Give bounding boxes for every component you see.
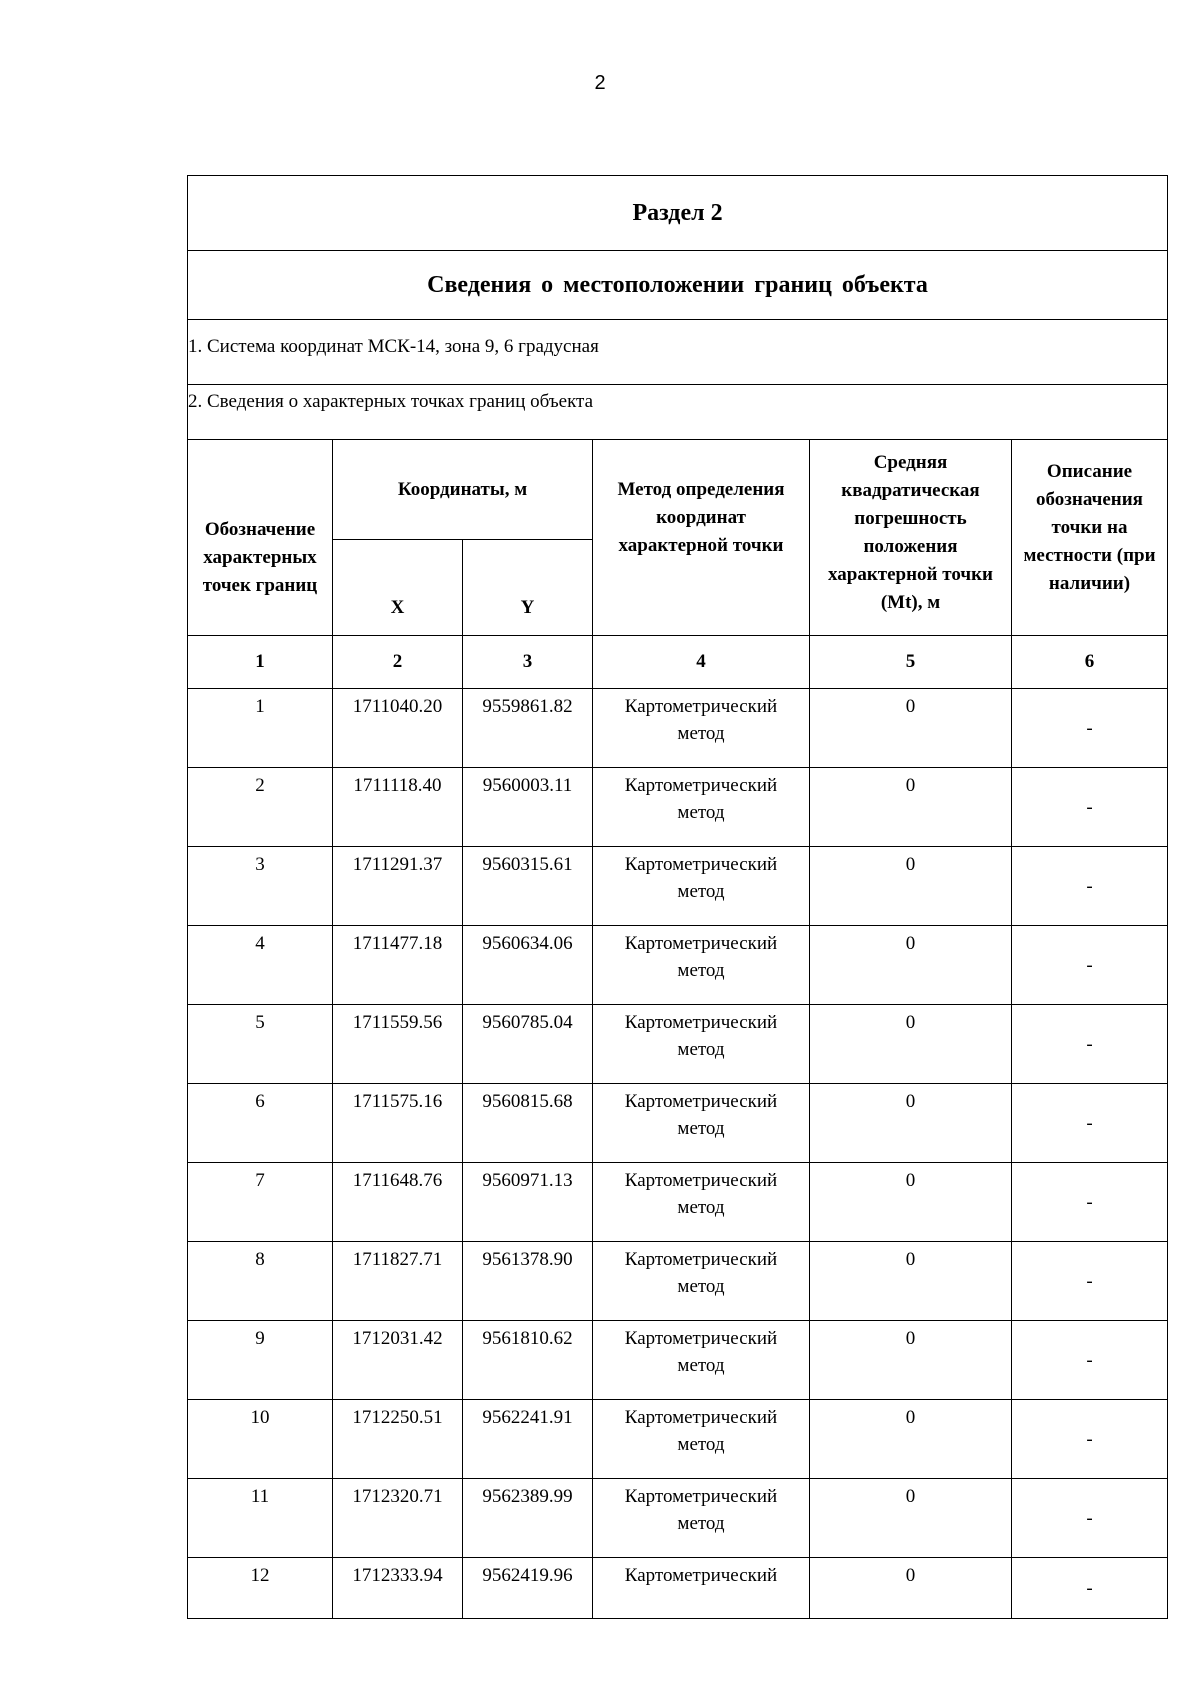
- error-cell: 0: [810, 768, 1012, 847]
- description-cell: -: [1012, 1005, 1168, 1084]
- description-cell: -: [1012, 926, 1168, 1005]
- method-cell: [593, 1242, 810, 1321]
- table-row: [188, 847, 1168, 926]
- header-error: Средняя квадратическая погрешность положения характерной точки (Mt), м: [810, 440, 1012, 636]
- error-cell: 0: [810, 1163, 1012, 1242]
- method-line: метод: [677, 723, 725, 744]
- table-row: [188, 1005, 1168, 1084]
- method-line: метод: [677, 960, 725, 981]
- method-line: Картометрический: [624, 854, 778, 875]
- table-row: [188, 926, 1168, 1005]
- column-number-row: [188, 636, 1168, 689]
- point-designation-cell: 9: [188, 1321, 333, 1400]
- header-method: Метод определения координат характерной точки: [593, 440, 810, 636]
- table-row: [188, 1400, 1168, 1479]
- method-line: Картометрический: [624, 1091, 778, 1112]
- method-line: Картометрический: [624, 1012, 778, 1033]
- method-line: метод: [677, 1513, 725, 1534]
- error-cell: 0: [810, 1005, 1012, 1084]
- x-coordinate-cell: 1711575.16: [333, 1084, 463, 1163]
- boundary-points-table: [187, 175, 1168, 1619]
- method-line: Картометрический: [624, 1170, 778, 1191]
- table-row: [188, 1321, 1168, 1400]
- point-designation-cell: 1: [188, 689, 333, 768]
- x-coordinate-cell: 1711559.56: [333, 1005, 463, 1084]
- header-x: X: [333, 540, 463, 636]
- points-heading-text: 2. Сведения о характерных точках границ объекта: [188, 391, 594, 412]
- point-designation-cell: 10: [188, 1400, 333, 1479]
- page-number: 2: [594, 72, 606, 94]
- table-row: [188, 1084, 1168, 1163]
- method-line: Картометрический: [624, 1565, 778, 1586]
- method-line: метод: [677, 1118, 725, 1139]
- method-cell: [593, 1479, 810, 1558]
- method-line: Картометрический: [624, 1407, 778, 1428]
- points-heading-row: [188, 385, 1168, 440]
- x-coordinate-cell: 1711291.37: [333, 847, 463, 926]
- method-line: метод: [677, 802, 725, 823]
- section-title: Раздел 2: [188, 176, 1168, 251]
- method-line: Картометрический: [624, 775, 778, 796]
- method-cell: [593, 1558, 810, 1619]
- method-line: Картометрический: [624, 933, 778, 954]
- method-cell: [593, 926, 810, 1005]
- y-coordinate-cell: 9560815.68: [463, 1084, 593, 1163]
- error-cell: 0: [810, 1400, 1012, 1479]
- y-coordinate-cell: 9561810.62: [463, 1321, 593, 1400]
- y-coordinate-cell: 9560971.13: [463, 1163, 593, 1242]
- x-coordinate-cell: 1712320.71: [333, 1479, 463, 1558]
- table-row: [188, 1558, 1168, 1619]
- error-cell: 0: [810, 1084, 1012, 1163]
- table-row: [188, 768, 1168, 847]
- table-row: [188, 1242, 1168, 1321]
- method-line: метод: [677, 1197, 725, 1218]
- description-cell: -: [1012, 768, 1168, 847]
- y-coordinate-cell: 9562419.96: [463, 1558, 593, 1619]
- x-coordinate-cell: 1712250.51: [333, 1400, 463, 1479]
- method-line: Картометрический: [624, 696, 778, 717]
- header-y: Y: [463, 540, 593, 636]
- error-cell: 0: [810, 689, 1012, 768]
- header-coordinates: Координаты, м: [333, 440, 593, 540]
- description-cell: -: [1012, 1321, 1168, 1400]
- column-number: 5: [810, 636, 1012, 689]
- description-cell: -: [1012, 1479, 1168, 1558]
- method-cell: [593, 1163, 810, 1242]
- method-line: Картометрический: [624, 1328, 778, 1349]
- description-cell: -: [1012, 1558, 1168, 1619]
- y-coordinate-cell: 9560634.06: [463, 926, 593, 1005]
- description-cell: -: [1012, 1242, 1168, 1321]
- description-cell: -: [1012, 847, 1168, 926]
- method-line: метод: [677, 1276, 725, 1297]
- error-cell: 0: [810, 1321, 1012, 1400]
- x-coordinate-cell: 1712333.94: [333, 1558, 463, 1619]
- x-coordinate-cell: 1711648.76: [333, 1163, 463, 1242]
- error-cell: 0: [810, 1479, 1012, 1558]
- error-cell: 0: [810, 847, 1012, 926]
- section-subtitle: Сведения о местоположении границ объекта: [188, 251, 1168, 320]
- description-cell: -: [1012, 1400, 1168, 1479]
- header-designation: Обозначение характерных точек границ: [188, 440, 333, 636]
- method-line: Картометрический: [624, 1486, 778, 1507]
- point-designation-cell: 3: [188, 847, 333, 926]
- x-coordinate-cell: 1712031.42: [333, 1321, 463, 1400]
- error-cell: 0: [810, 926, 1012, 1005]
- point-designation-cell: 2: [188, 768, 333, 847]
- point-designation-cell: 5: [188, 1005, 333, 1084]
- x-coordinate-cell: 1711477.18: [333, 926, 463, 1005]
- y-coordinate-cell: 9560785.04: [463, 1005, 593, 1084]
- y-coordinate-cell: 9560315.61: [463, 847, 593, 926]
- method-cell: [593, 1084, 810, 1163]
- column-number: 2: [333, 636, 463, 689]
- method-cell: [593, 768, 810, 847]
- method-line: метод: [677, 1355, 725, 1376]
- method-line: метод: [677, 1434, 725, 1455]
- table-row: [188, 689, 1168, 768]
- table-row: [188, 1163, 1168, 1242]
- table-row: [188, 1479, 1168, 1558]
- coordinate-system-row: [188, 320, 1168, 385]
- x-coordinate-cell: 1711118.40: [333, 768, 463, 847]
- y-coordinate-cell: 9560003.11: [463, 768, 593, 847]
- method-cell: [593, 847, 810, 926]
- header-description: Описание обозначения точки на местности (при наличии): [1012, 440, 1168, 636]
- point-designation-cell: 8: [188, 1242, 333, 1321]
- column-number: 3: [463, 636, 593, 689]
- error-cell: 0: [810, 1242, 1012, 1321]
- x-coordinate-cell: 1711040.20: [333, 689, 463, 768]
- y-coordinate-cell: 9562389.99: [463, 1479, 593, 1558]
- method-cell: [593, 1400, 810, 1479]
- description-cell: -: [1012, 689, 1168, 768]
- x-coordinate-cell: 1711827.71: [333, 1242, 463, 1321]
- method-cell: [593, 1321, 810, 1400]
- point-designation-cell: 11: [188, 1479, 333, 1558]
- y-coordinate-cell: 9559861.82: [463, 689, 593, 768]
- method-cell: [593, 1005, 810, 1084]
- description-cell: -: [1012, 1163, 1168, 1242]
- y-coordinate-cell: 9562241.91: [463, 1400, 593, 1479]
- point-designation-cell: 7: [188, 1163, 333, 1242]
- point-designation-cell: 4: [188, 926, 333, 1005]
- column-number: 6: [1012, 636, 1168, 689]
- description-cell: -: [1012, 1084, 1168, 1163]
- point-designation-cell: 6: [188, 1084, 333, 1163]
- method-line: Картометрический: [624, 1249, 778, 1270]
- y-coordinate-cell: 9561378.90: [463, 1242, 593, 1321]
- error-cell: 0: [810, 1558, 1012, 1619]
- column-number: 1: [188, 636, 333, 689]
- coordinate-system-text: 1. Система координат МСК-14, зона 9, 6 градусная: [188, 336, 599, 357]
- column-number: 4: [593, 636, 810, 689]
- method-line: метод: [677, 881, 725, 902]
- method-line: метод: [677, 1039, 725, 1060]
- point-designation-cell: 12: [188, 1558, 333, 1619]
- method-cell: [593, 689, 810, 768]
